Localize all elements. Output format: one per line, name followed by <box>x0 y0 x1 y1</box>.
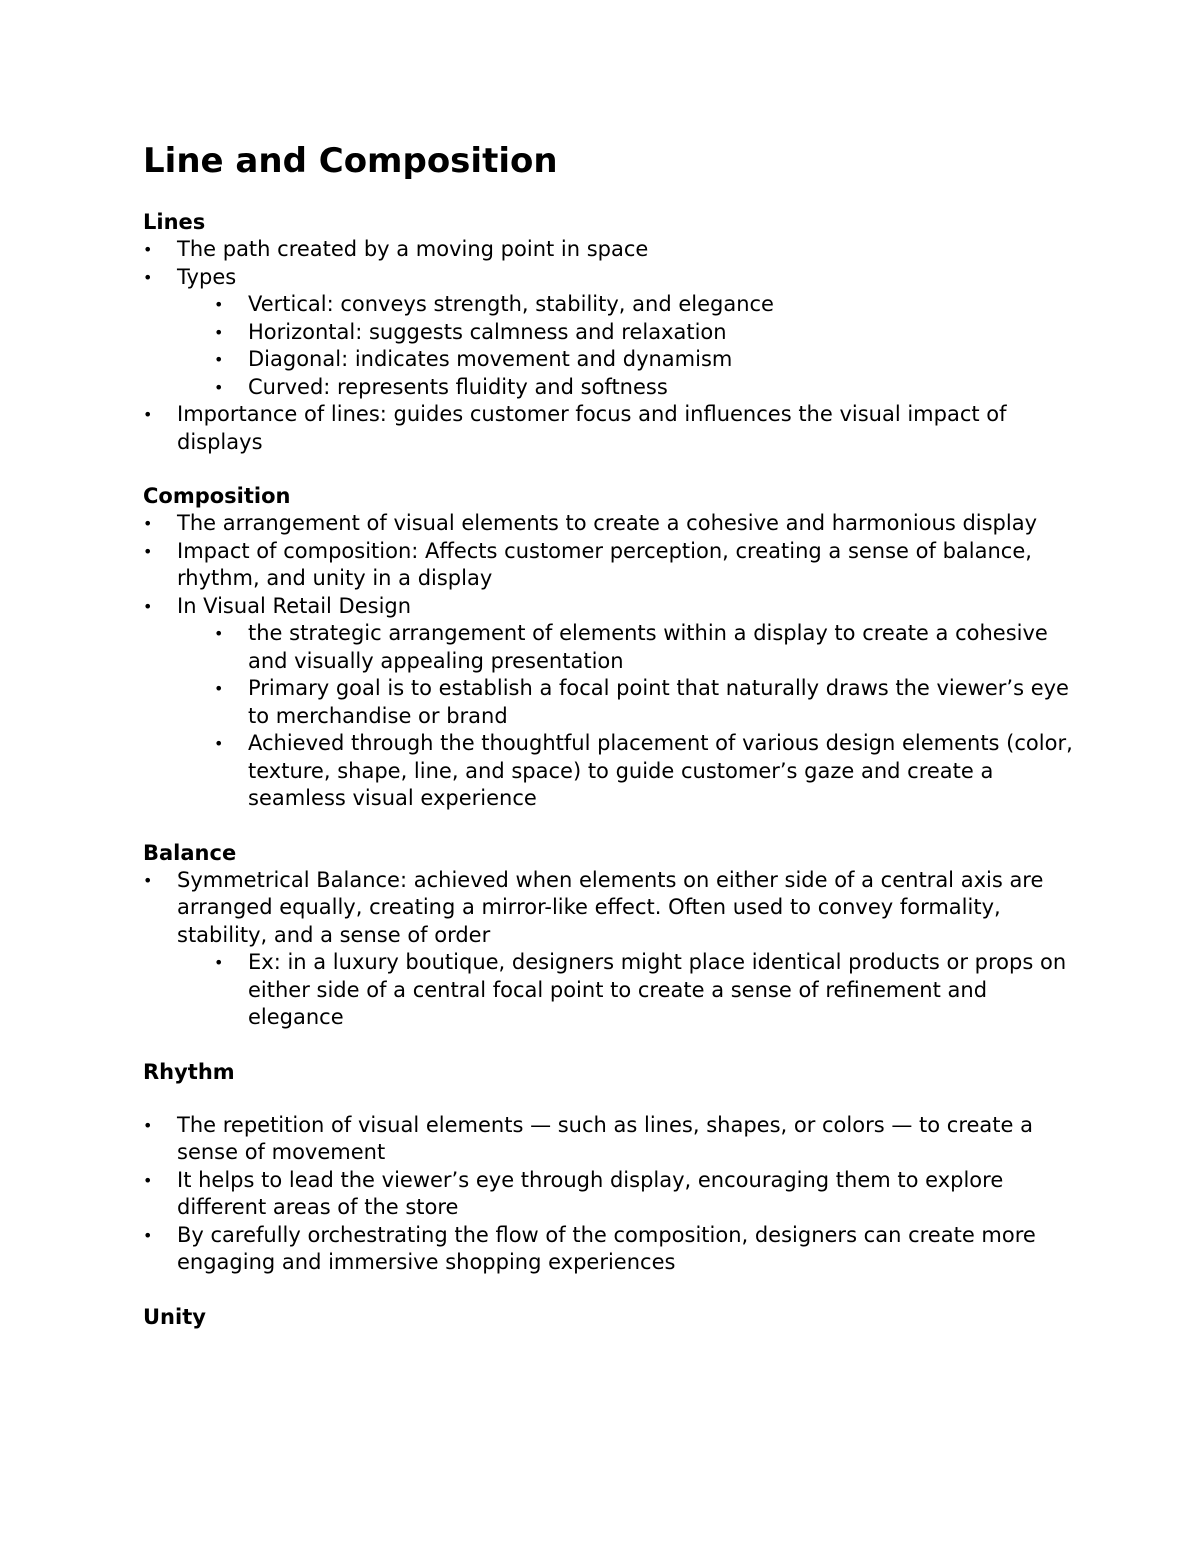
balance-list <box>143 867 1073 1032</box>
section-composition <box>143 482 1073 813</box>
list-item-text: Primary goal is to establish a focal point that naturally draws the viewer’s eye to merchandise or brand <box>248 676 1069 728</box>
section-heading-balance: Balance <box>143 840 237 865</box>
bullet-icon: • <box>143 267 153 287</box>
list-item <box>143 319 1073 347</box>
list-item <box>143 401 1073 456</box>
list-item-text: It helps to lead the viewer’s eye through display, encouraging them to explore different areas of the store <box>177 1167 1004 1219</box>
section-rhythm <box>143 1058 1073 1277</box>
list-item-text: Symmetrical Balance: achieved when elements on either side of a central axis are arranged equally, creating a mirror-like effect. Often used to convey formality, stability, and a sense of order <box>177 867 1044 947</box>
list-item <box>143 1112 1073 1167</box>
bullet-icon: • <box>143 514 153 533</box>
section-unity <box>143 1303 1073 1331</box>
list-item <box>143 675 1073 730</box>
bullet-icon: • <box>143 870 153 890</box>
bullet-icon: • <box>143 1170 153 1190</box>
bullet-icon: • <box>214 350 224 369</box>
section-balance <box>143 839 1073 1032</box>
list-item <box>143 949 1073 1032</box>
list-item <box>143 510 1073 538</box>
section-heading-composition: Composition <box>143 484 291 508</box>
bullet-icon: • <box>214 624 224 643</box>
list-item-text: Diagonal: indicates movement and dynamism <box>248 347 733 371</box>
bullet-icon: • <box>214 679 224 698</box>
list-item-text: Types <box>177 264 237 289</box>
lines-list <box>143 236 1073 456</box>
section-heading-unity: Unity <box>143 1304 206 1329</box>
list-item <box>143 593 1073 813</box>
bullet-icon: • <box>143 596 153 616</box>
list-item <box>143 730 1073 813</box>
list-item <box>143 1167 1073 1222</box>
spacer <box>143 1086 1073 1112</box>
list-item-text: Impact of composition: Affects customer perception, creating a sense of balance, rhythm, and unity in a display <box>177 538 1032 590</box>
list-item-text: Vertical: conveys strength, stability, and elegance <box>248 292 774 316</box>
bullet-icon: • <box>214 377 224 397</box>
list-item-text: Ex: in a luxury boutique, designers might place identical products or props on either side of a central focal point to create a sense of refinement and elegance <box>248 950 1067 1029</box>
section-lines <box>143 208 1073 456</box>
list-item-text: Achieved through the thoughtful placement of various design elements (color, texture, shape, line, and space) to guide customer’s gaze and create a seamless visual experience <box>248 731 1073 810</box>
list-item-text: Curved: represents fluidity and softness <box>248 374 668 399</box>
composition-list <box>143 510 1073 813</box>
list-item <box>143 620 1073 675</box>
list-item-text: the strategic arrangement of elements within a display to create a cohesive and visually appealing presentation <box>248 621 1048 673</box>
list-item-text: Importance of lines: guides customer focus and influences the visual impact of displays <box>177 402 1007 454</box>
list-item-text: Horizontal: suggests calmness and relaxation <box>248 319 727 344</box>
list-item <box>143 1222 1073 1277</box>
balance-examples-list <box>177 949 1073 1032</box>
section-heading-rhythm: Rhythm <box>143 1059 235 1084</box>
list-item <box>143 291 1073 319</box>
list-item <box>143 236 1073 264</box>
bullet-icon: • <box>214 734 224 753</box>
section-heading-lines: Lines <box>143 210 206 234</box>
bullet-icon: • <box>214 295 224 314</box>
list-item <box>143 374 1073 402</box>
document-page <box>143 138 1073 1357</box>
bullet-icon: • <box>214 322 224 342</box>
rhythm-list <box>143 1112 1073 1277</box>
bullet-icon: • <box>214 953 224 972</box>
bullet-icon: • <box>143 541 153 561</box>
bullet-icon: • <box>143 240 153 259</box>
line-types-list <box>177 291 1073 401</box>
list-item <box>143 346 1073 374</box>
list-item-text: The arrangement of visual elements to create a cohesive and harmonious display <box>177 511 1038 535</box>
list-item-text: By carefully orchestrating the flow of the composition, designers can create more engaging and immersive shopping experiences <box>177 1222 1036 1274</box>
list-item-text: The repetition of visual elements — such as lines, shapes, or colors — to create a sense of movement <box>177 1112 1033 1164</box>
list-item <box>143 264 1073 402</box>
list-item <box>143 867 1073 1032</box>
list-item-text: In Visual Retail Design <box>177 593 412 618</box>
visual-retail-list <box>177 620 1073 813</box>
list-item-text: The path created by a moving point in space <box>177 237 649 261</box>
bullet-icon: • <box>143 1115 153 1135</box>
page-title: Line and Composition <box>143 141 558 181</box>
bullet-icon: • <box>143 405 153 424</box>
bullet-icon: • <box>143 1225 153 1245</box>
list-item <box>143 538 1073 593</box>
